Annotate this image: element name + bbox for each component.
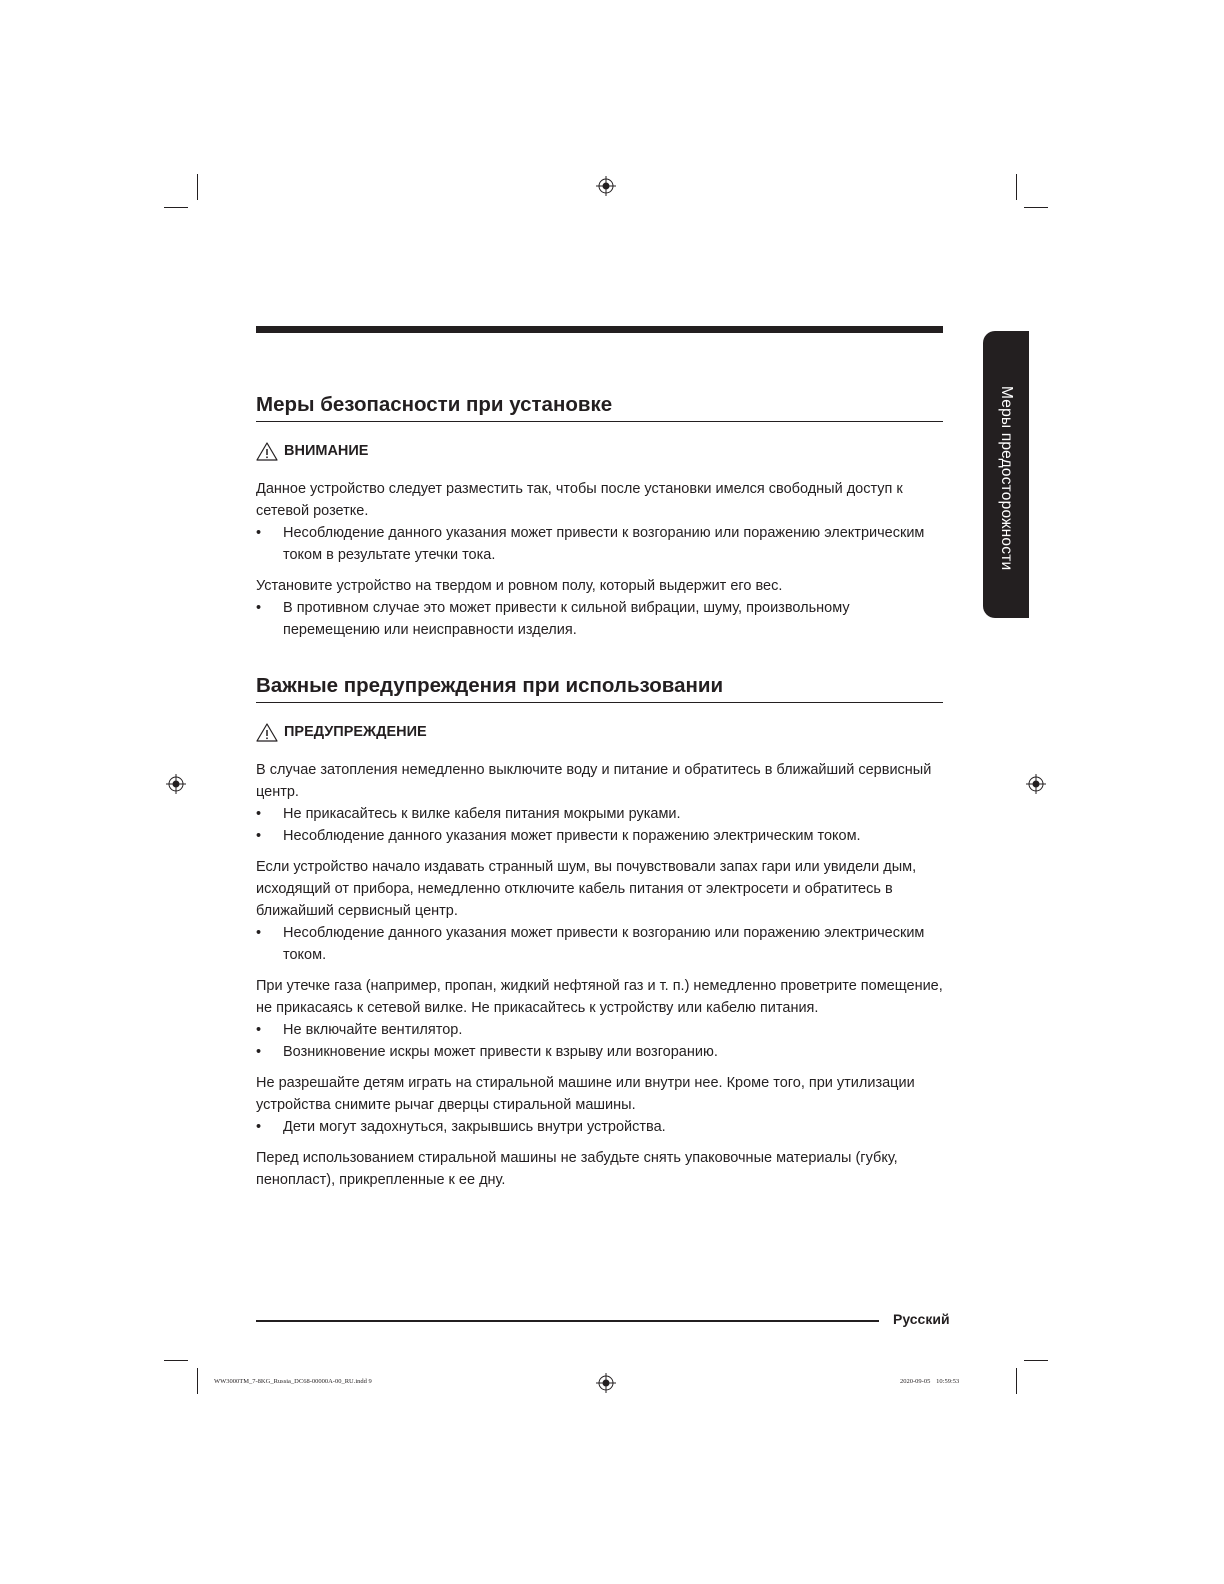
- warning-triangle-icon: [256, 723, 278, 742]
- instruction-block: [256, 856, 943, 966]
- print-slug-timestamp: 2020-09-05 10:59:53: [900, 1378, 960, 1385]
- section-title: Меры безопасности при установке: [256, 392, 943, 422]
- instruction-text: Данное устройство следует разместить так, чтобы после установки имелся свободный доступ к сетевой розетке.: [256, 481, 903, 519]
- instruction-text: В случае затопления немедленно выключите воду и питание и обратитесь в ближайший сервисный центр.: [256, 762, 932, 800]
- instruction-text: Установите устройство на твердом и ровном полу, который выдержит его вес.: [256, 578, 783, 594]
- crop-mark: [1016, 1368, 1017, 1394]
- list-item: • Несоблюдение данного указания может привести к возгоранию или поражению электрическим током в результате утечки тока.: [256, 522, 943, 566]
- crop-mark: [1024, 207, 1048, 208]
- page-content: [256, 392, 943, 1200]
- warning-header: [256, 441, 943, 461]
- crop-mark: [164, 207, 188, 208]
- list-item: • Не прикасайтесь к вилке кабеля питания мокрыми руками.: [256, 803, 943, 825]
- list-item: • Несоблюдение данного указания может привести к поражению электрическим током.: [256, 825, 943, 847]
- list-item: • Не включайте вентилятор.: [256, 1019, 943, 1041]
- instruction-block: [256, 478, 943, 566]
- registration-mark-icon: [1026, 774, 1046, 794]
- bullet-list: [256, 522, 943, 566]
- instruction-text: При утечке газа (например, пропан, жидкий нефтяной газ и т. п.) немедленно проветрите помещение, не прикасаясь к сетевой вилке. Не прикасайтесь к устройству или кабелю питания.: [256, 978, 943, 1016]
- crop-mark: [1016, 174, 1017, 200]
- registration-mark-icon: [596, 176, 616, 196]
- instruction-text: Не разрешайте детям играть на стиральной машине или внутри нее. Кроме того, при утилизации устройства снимите рычаг дверцы стиральной машины.: [256, 1075, 915, 1113]
- footer-rule: [256, 1320, 879, 1322]
- footer-language: Русский: [893, 1311, 950, 1327]
- crop-mark: [197, 1368, 198, 1394]
- crop-mark: [164, 1360, 188, 1361]
- crop-mark: [1024, 1360, 1048, 1361]
- chapter-side-tab-label: Меры предосторожности: [998, 386, 1015, 571]
- section-installation-safety: [256, 392, 943, 641]
- bullet-list: [256, 803, 943, 847]
- chapter-rule: [256, 326, 943, 333]
- chapter-side-tab[interactable]: [983, 331, 1029, 618]
- warning-header: [256, 722, 943, 742]
- bullet-list: [256, 1019, 943, 1063]
- instruction-block: [256, 575, 943, 641]
- instruction-text: Если устройство начало издавать странный шум, вы почувствовали запах гари или увидели дым, исходящий от прибора, немедленно отключите кабель питания от электросети и обратитесь в ближайший сервисный центр.: [256, 859, 917, 919]
- print-slug-file: WW3000TM_7-8KG_Russia_DC68-00000A-00_RU.indd 9: [214, 1378, 372, 1385]
- list-item: • Дети могут задохнуться, закрывшись внутри устройства.: [256, 1116, 943, 1138]
- bullet-list: [256, 922, 943, 966]
- instruction-block: [256, 1147, 943, 1191]
- bullet-list: [256, 597, 943, 641]
- list-item: • Несоблюдение данного указания может привести к возгоранию или поражению электрическим током.: [256, 922, 943, 966]
- registration-mark-icon: [166, 774, 186, 794]
- instruction-text: Перед использованием стиральной машины не забудьте снять упаковочные материалы (губку, пенопласт), прикрепленные к ее дну.: [256, 1150, 898, 1188]
- list-item: • Возникновение искры может привести к взрыву или возгоранию.: [256, 1041, 943, 1063]
- instruction-block: [256, 759, 943, 847]
- instruction-block: [256, 1072, 943, 1138]
- bullet-list: [256, 1116, 943, 1138]
- instruction-block: [256, 975, 943, 1063]
- registration-mark-icon: [596, 1373, 616, 1393]
- crop-mark: [197, 174, 198, 200]
- section-title: Важные предупреждения при использовании: [256, 673, 943, 703]
- warning-label: ПРЕДУПРЕЖДЕНИЕ: [284, 724, 427, 740]
- section-usage-warnings: [256, 673, 943, 1191]
- warning-label: ВНИМАНИЕ: [284, 443, 369, 459]
- warning-triangle-icon: [256, 442, 278, 461]
- list-item: • В противном случае это может привести к сильной вибрации, шуму, произвольному перемещению или неисправности изделия.: [256, 597, 943, 641]
